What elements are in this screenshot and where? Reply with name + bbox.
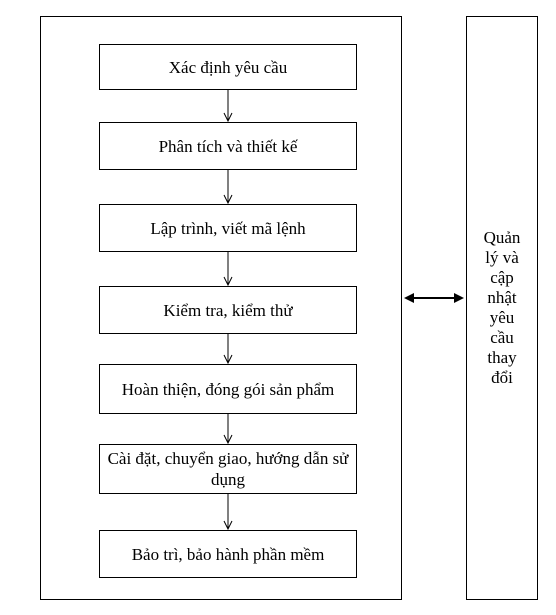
arrow-3-4 bbox=[224, 252, 232, 285]
step-maintenance: Bảo trì, bảo hành phần mềm bbox=[99, 530, 357, 578]
step-packaging: Hoàn thiện, đóng gói sản phẩm bbox=[99, 364, 357, 414]
arrow-5-6 bbox=[224, 414, 232, 443]
bidirectional-arrow bbox=[404, 293, 464, 303]
side-label: Quản lý và cập nhật yêu cầu thay đổi bbox=[483, 228, 521, 387]
step-testing: Kiểm tra, kiểm thử bbox=[99, 286, 357, 334]
arrow-2-3 bbox=[224, 170, 232, 203]
arrow-1-2 bbox=[224, 90, 232, 121]
step-analysis-design: Phân tích và thiết kế bbox=[99, 122, 357, 170]
arrow-6-7 bbox=[224, 494, 232, 529]
arrow-4-5 bbox=[224, 334, 232, 363]
step-deployment: Cài đặt, chuyển giao, hướng dẫn sử dụng bbox=[99, 444, 357, 494]
step-requirements: Xác định yêu cầu bbox=[99, 44, 357, 90]
step-programming: Lập trình, viết mã lệnh bbox=[99, 204, 357, 252]
